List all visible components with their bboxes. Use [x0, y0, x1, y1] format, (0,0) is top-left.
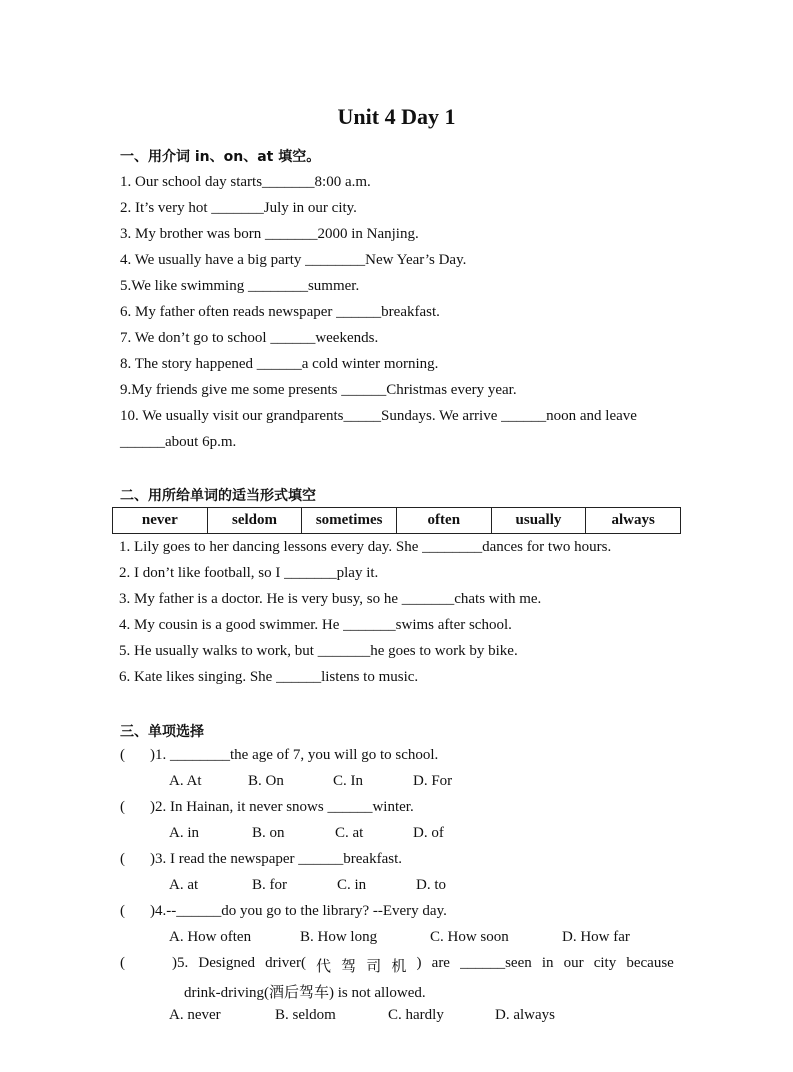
question-3-stem: )3. I read the newspaper ______breakfast.	[150, 851, 402, 867]
q5-option-d: D. always	[495, 1007, 555, 1023]
q3-option-a: A. at	[169, 877, 199, 893]
q1-option-c: C. In	[333, 773, 363, 789]
q5-word: ______seen	[460, 955, 532, 971]
section1-item-8: 8. The story happened ______a cold winter morning.	[120, 356, 439, 372]
answer-paren-2[interactable]: (	[120, 799, 125, 815]
answer-paren-4[interactable]: (	[120, 903, 125, 919]
question-5-stem	[172, 955, 674, 976]
q1-option-b: B. On	[248, 773, 284, 789]
word-bank-always: always	[586, 508, 681, 534]
section2-item-1: 1. Lily goes to her dancing lessons every day. She ________dances for two hours.	[119, 539, 612, 555]
q2-option-c: C. at	[335, 825, 364, 841]
q5-word: because	[626, 955, 674, 971]
section1-item-5: 5.We like swimming ________summer.	[120, 278, 360, 294]
question-5-stem-continued: drink-driving(酒后驾车) is not allowed.	[184, 985, 426, 1001]
section1-item-6: 6. My father often reads newspaper ______breakfast.	[120, 304, 440, 320]
q5-word: 驾	[341, 959, 357, 975]
q3-option-d: D. to	[416, 877, 446, 893]
q5-option-b: B. seldom	[275, 1007, 336, 1023]
section1-heading: 一、用介词 in、on、at 填空。	[120, 149, 321, 165]
q2-option-a: A. in	[169, 825, 199, 841]
section1-item-10: 10. We usually visit our grandparents_____Sundays. We arrive ______noon and leave	[120, 408, 637, 424]
word-bank-table	[112, 507, 681, 534]
q3-option-c: C. in	[337, 877, 367, 893]
word-bank-seldom: seldom	[207, 508, 302, 534]
question-2-stem: )2. In Hainan, it never snows ______winter.	[150, 799, 414, 815]
section2-item-4: 4. My cousin is a good swimmer. He _______swims after school.	[119, 617, 512, 633]
word-bank-sometimes: sometimes	[302, 508, 397, 534]
word-bank-never: never	[113, 508, 208, 534]
q4-option-b: B. How long	[300, 929, 378, 945]
q1-option-d: D. For	[413, 773, 453, 789]
q5-option-a: A. never	[169, 1007, 221, 1023]
section2-item-6: 6. Kate likes singing. She ______listens to music.	[119, 669, 419, 685]
q5-word: are	[431, 955, 450, 971]
section2-heading: 二、用所给单词的适当形式填空	[120, 488, 316, 504]
q5-word: Designed	[198, 955, 256, 971]
section1-item-4: 4. We usually have a big party ________New Year’s Day.	[120, 252, 467, 268]
q5-word: 司	[366, 959, 382, 975]
section2-item-2: 2. I don’t like football, so I _______play it.	[119, 565, 379, 581]
q5-word: )	[416, 955, 422, 971]
q5-word: driver(	[265, 955, 306, 971]
section2-item-5: 5. He usually walks to work, but _______he goes to work by bike.	[119, 643, 518, 659]
word-bank-usually: usually	[491, 508, 586, 534]
page-title: Unit 4 Day 1	[337, 104, 456, 129]
section1-item-2: 2. It’s very hot _______July in our city.	[120, 200, 357, 216]
q2-option-d: D. of	[413, 825, 444, 841]
section1-item-10-continued: ______about 6p.m.	[120, 434, 237, 450]
section1-item-7: 7. We don’t go to school ______weekends.	[120, 330, 379, 346]
section1-item-1: 1. Our school day starts_______8:00 a.m.	[120, 174, 371, 190]
section2-item-3: 3. My father is a doctor. He is very busy, so he _______chats with me.	[119, 591, 542, 607]
q3-option-b: B. for	[252, 877, 287, 893]
q2-option-b: B. on	[252, 825, 285, 841]
q5-word: our	[563, 955, 584, 971]
question-4-stem: )4.--______do you go to the library? --Every day.	[150, 903, 447, 919]
answer-paren-3[interactable]: (	[120, 851, 125, 867]
section3-heading: 三、单项选择	[120, 724, 204, 740]
q5-word: city	[593, 955, 617, 971]
q1-option-a: A. At	[169, 773, 202, 789]
question-1-stem: )1. ________the age of 7, you will go to school.	[150, 747, 439, 763]
q4-option-a: A. How often	[169, 929, 252, 945]
section1-item-3: 3. My brother was born _______2000 in Nanjing.	[120, 226, 419, 242]
q5-word: in	[541, 955, 554, 971]
q4-option-d: D. How far	[562, 929, 630, 945]
section1-item-9: 9.My friends give me some presents ______Christmas every year.	[120, 382, 517, 398]
q5-word: 机	[391, 959, 407, 975]
q5-word: 代	[316, 959, 332, 975]
answer-paren-1[interactable]: (	[120, 747, 125, 763]
q4-option-c: C. How soon	[430, 929, 509, 945]
answer-paren-5[interactable]: (	[120, 955, 125, 971]
q5-word: )5.	[172, 955, 189, 971]
q5-option-c: C. hardly	[388, 1007, 444, 1023]
word-bank-often: often	[396, 508, 491, 534]
